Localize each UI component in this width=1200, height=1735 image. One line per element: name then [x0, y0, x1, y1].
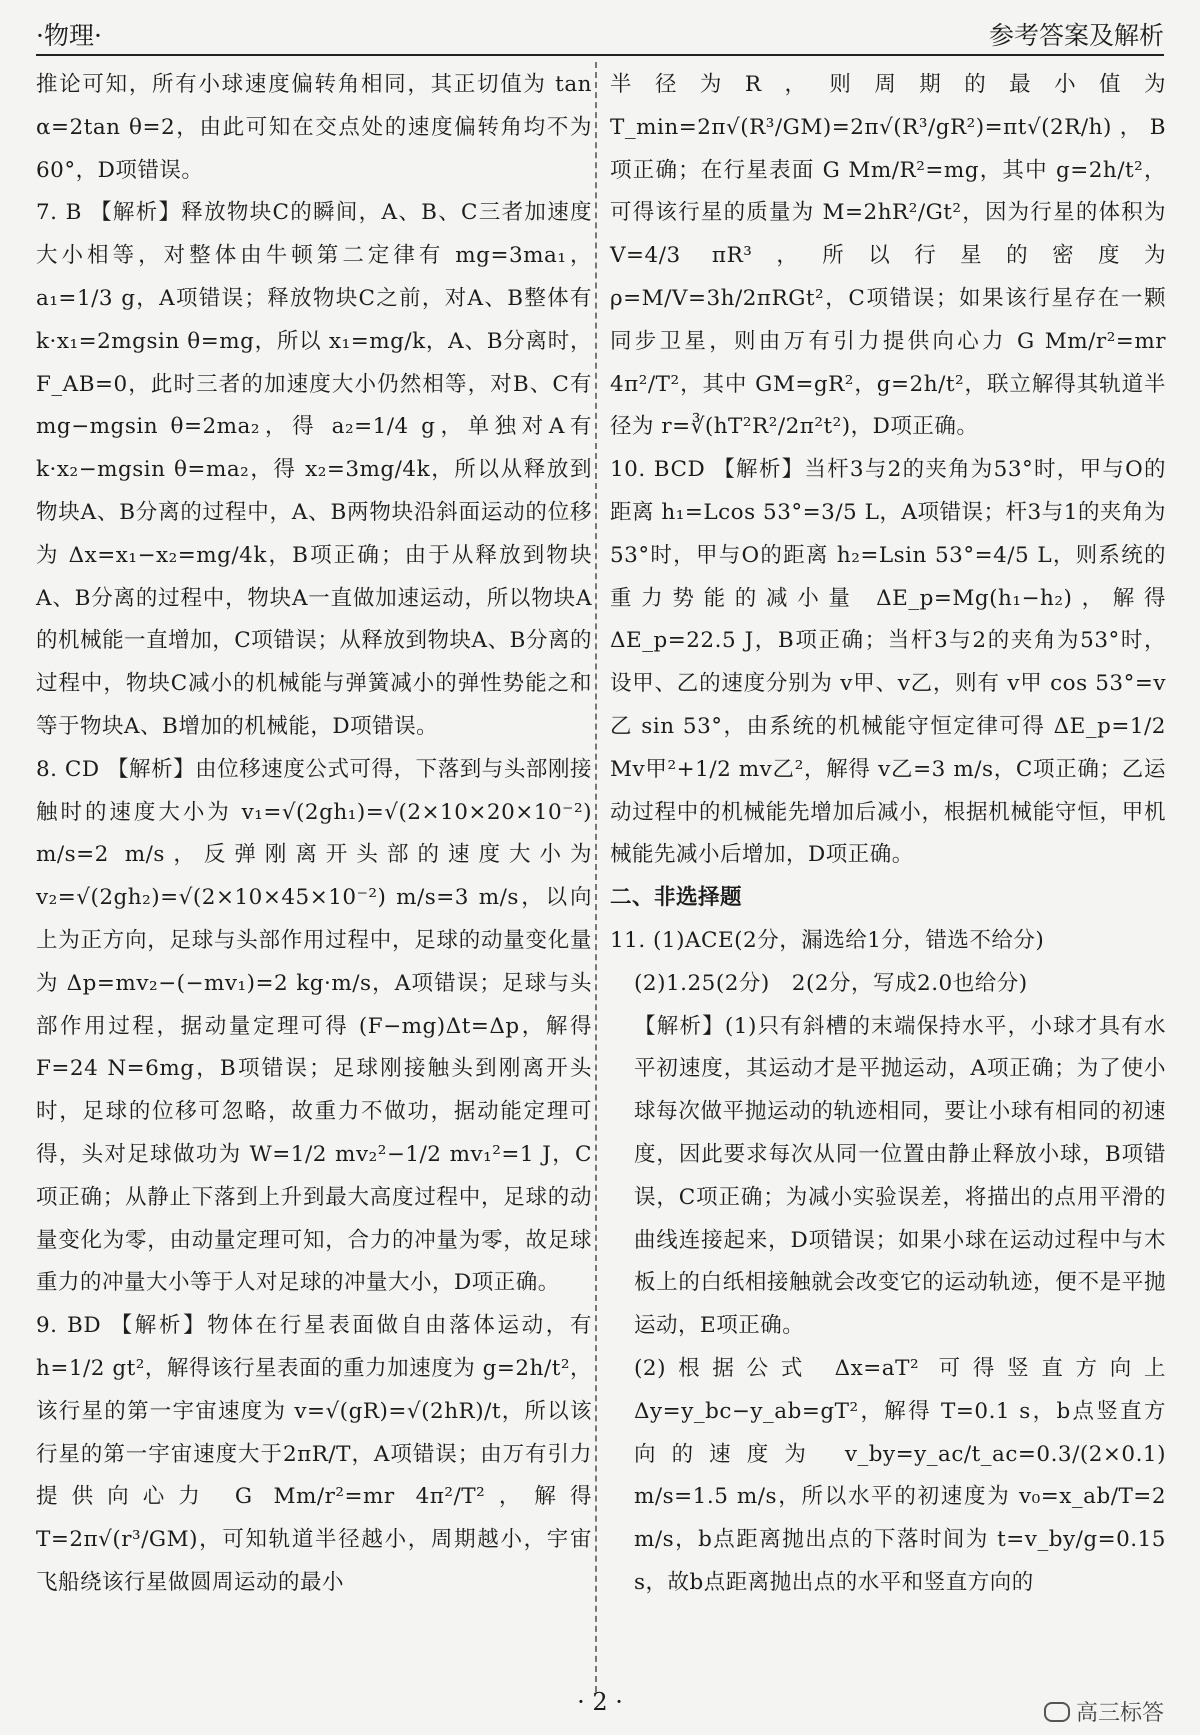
wechat-icon — [1044, 1702, 1070, 1722]
page-header — [36, 14, 1164, 52]
answer-11-analysis-1: 【解析】(1)只有斜槽的末端保持水平，小球才具有水平初速度，其运动才是平抛运动，A项正确；为了使小球每次做平抛运动的轨迹相同，要让小球有相同的初速度，因此要求每次从同一位置由静止释放小球，B项错误，C项正确；为减小实验误差，将描出的点用平滑的曲线连接起来，D项错误；如果小球在运动过程中与木板上的白纸相接触就会改变它的运动轨迹，便不是平抛运动，E项正确。 — [634, 1013, 1166, 1339]
page-number: · 2 · — [577, 1688, 623, 1716]
subject-label: ·物理· — [36, 21, 102, 50]
section-title: 参考答案及解析 — [988, 21, 1164, 50]
watermark — [1044, 1696, 1164, 1727]
column-divider — [595, 62, 597, 1692]
right-column — [610, 64, 1166, 1605]
answer-10: 10. BCD 【解析】当杆3与2的夹角为53°时，甲与O的距离 h₁=Lcos 53°=3/5 L，A项错误；杆3与1的夹角为53°时，甲与O的距离 h₂=Lsin 53°=4/5 L，则系统的重力势能的减小量 ΔE_p=Mg(h₁−h₂)，解得 ΔE_p=22.5 J，B项正确；当杆3与2的夹角为53°时，设甲、乙的速度分别为 v甲、v乙，则有 v甲 cos 53°=v乙 sin 53°，由系统的机械能守恒定律可得 ΔE_p=1/2 Mv甲²+1/2 mv乙²，解得 v乙=3 m/s，C项正确；乙运动过程中的机械能先增加后减小，根据机械能守恒，甲机械能先减小后增加，D项正确。 — [610, 457, 1166, 868]
left-column — [36, 64, 592, 1605]
paragraph-6-cont: 推论可知，所有小球速度偏转角相同，其正切值为 tan α=2tan θ=2，由此可知在交点处的速度偏转角均不为60°，D项错误。 — [36, 72, 592, 183]
answer-9-cont: 半径为R，则周期的最小值为 T_min=2π√(R³/GM)=2π√(R³/gR²)=πt√(2R/h)，B项正确；在行星表面 G Mm/R²=mg，其中 g=2h/t²，可得该行星的质量为 M=2hR²/Gt²，因为行星的体积为 V=4/3 πR³，所以行星的密度为 ρ=M/V=3h/2πRGt²，C项错误；如果该行星存在一颗同步卫星，则由万有引力提供向心力 G Mm/r²=mr 4π²/T²，其中 GM=gR²，g=2h/t²，联立解得其轨道半径为 r=∛(hT²R²/2π²t²)，D项正确。 — [610, 72, 1166, 440]
section-heading-nonchoice: 二、非选择题 — [610, 885, 743, 911]
watermark-text: 高三标答 — [1075, 1701, 1164, 1726]
answer-9: 9. BD 【解析】物体在行星表面做自由落体运动，有 h=1/2 gt²，解得该行星表面的重力加速度为 g=2h/t²，该行星的第一宇宙速度为 v=√(gR)=√(2hR)/t，所以该行星的第一宇宙速度大于2πR/T，A项错误；由万有引力提供向心力 G Mm/r²=mr 4π²/T²，解得 T=2π√(r³/GM)，可知轨道半径越小，周期越小，宇宙飞船绕该行星做圆周运动的最小 — [36, 1313, 592, 1595]
header-rule — [36, 54, 1164, 56]
answer-11-part1: 11. (1)ACE(2分，漏选给1分，错选不给分) — [610, 927, 1045, 953]
answer-7: 7. B 【解析】释放物块C的瞬间，A、B、C三者加速度大小相等，对整体由牛顿第二定律有 mg=3ma₁，a₁=1/3 g，A项错误；释放物块C之前，对A、B整体有 k·x₁=2mgsin θ=mg，所以 x₁=mg/k，A、B分离时，F_AB=0，此时三者的加速度大小仍然相等，对B、C有 mg−mgsin θ=2ma₂，得 a₂=1/4 g，单独对A有 k·x₂−mgsin θ=ma₂，得 x₂=3mg/4k，所以从释放到物块A、B分离的过程中，A、B两物块沿斜面运动的位移为 Δx=x₁−x₂=mg/4k，B项正确；由于从释放到物块A、B分离的过程中，物块A一直做加速运动，所以物块A的机械能一直增加，C项错误；从释放到物块A、B分离的过程中，物块C减小的机械能与弹簧减小的弹性势能之和等于物块A、B增加的机械能，D项错误。 — [36, 200, 592, 739]
answer-8: 8. CD 【解析】由位移速度公式可得，下落到与头部刚接触时的速度大小为 v₁=√(2gh₁)=√(2×10×20×10⁻²) m/s=2 m/s，反弹刚离开头部的速度大小为 v₂=√(2gh₂)=√(2×10×45×10⁻²) m/s=3 m/s，以向上为正方向，足球与头部作用过程中，足球的动量变化量为 Δp=mv₂−(−mv₁)=2 kg·m/s，A项错误；足球与头部作用过程，据动量定理可得 (F−mg)Δt=Δp，解得 F=24 N=6mg，B项错误；足球刚接触头到刚离开头时，足球的位移可忽略，故重力不做功，据动能定理可得，头对足球做功为 W=1/2 mv₂²−1/2 mv₁²=1 J，C项正确；从静止下落到上升到最大高度过程中，足球的动量变化为零，由动量定理可知，合力的冲量为零，故足球重力的冲量大小等于人对足球的冲量大小，D项正确。 — [36, 756, 592, 1296]
answer-11-part2: (2)1.25(2分) 2(2分，写成2.0也给分) — [634, 970, 1028, 996]
answer-11-analysis-2: (2)根据公式 Δx=aT² 可得竖直方向上 Δy=y_bc−y_ab=gT²，解得 T=0.1 s，b点竖直方向的速度为 v_by=y_ac/t_ac=0.3/(2×0.1) m/s=1.5 m/s，所以水平的初速度为 v₀=x_ab/T=2 m/s，b点距离抛出点的下落时间为 t=v_by/g=0.15 s，故b点距离抛出点的水平和竖直方向的 — [634, 1355, 1166, 1595]
